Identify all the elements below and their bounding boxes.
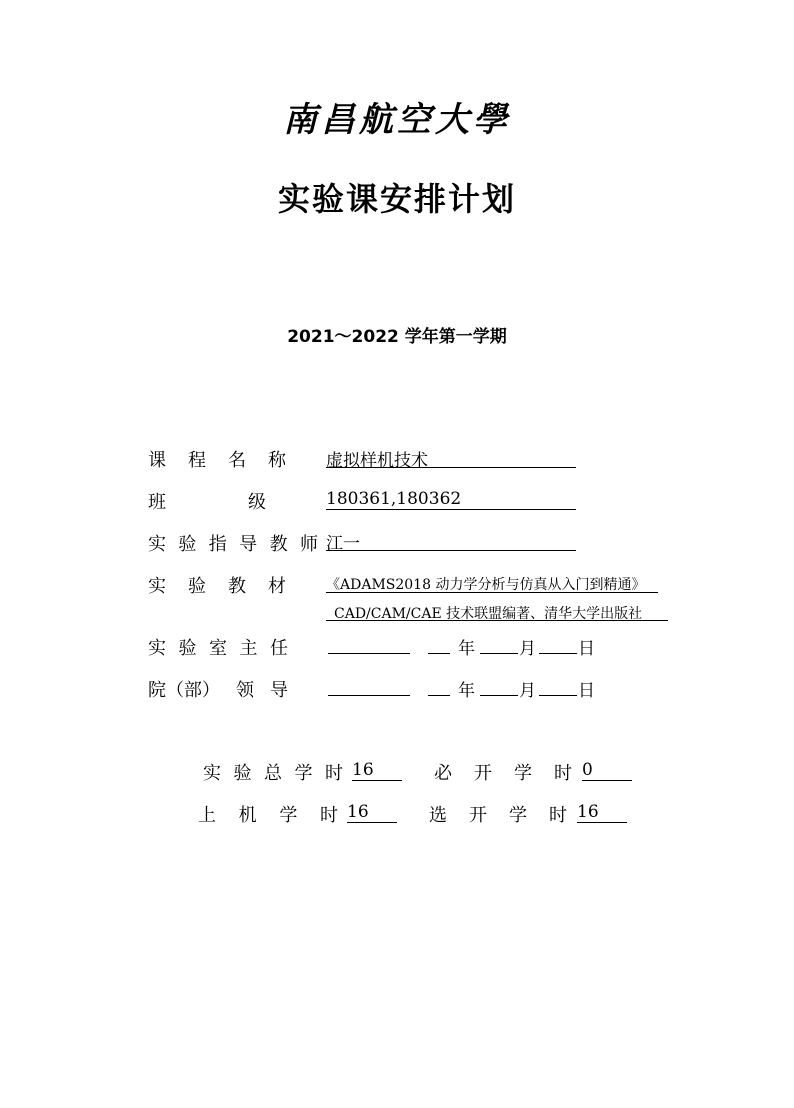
dept-leader-signature-line[interactable] xyxy=(328,695,410,696)
dept-leader-label: 院（部） 领 导 xyxy=(148,680,288,701)
computer-hours-value: 16 xyxy=(347,802,397,823)
dept-leader-month-blank[interactable] xyxy=(480,695,518,696)
lab-director-year-blank[interactable] xyxy=(428,653,450,654)
lab-director-month-label: 月 xyxy=(519,639,536,659)
textbook-line-2: CAD/CAM/CAE 技术联盟编著、清华大学出版社 xyxy=(326,603,668,621)
dept-leader-year-blank[interactable] xyxy=(428,695,450,696)
academic-term: 2021～2022 学年第一学期 xyxy=(287,327,507,347)
dept-leader-year-label: 年 xyxy=(458,681,475,701)
instructor-value: 江一 xyxy=(326,529,576,551)
total-hours-label: 实 验 总 学 时 xyxy=(203,763,343,784)
textbook-line-1: 《ADAMS2018 动力学分析与仿真从入门到精通》 xyxy=(326,574,658,593)
required-hours-label: 必 开 学 时 xyxy=(434,763,572,784)
page-title: 实验课安排计划 xyxy=(277,180,516,218)
class-label: 班 级 xyxy=(148,492,266,513)
lab-director-label: 实 验 室 主 任 xyxy=(148,638,288,659)
total-hours-value: 16 xyxy=(352,760,402,781)
dept-leader-month-label: 月 xyxy=(519,681,536,701)
lab-director-day-blank[interactable] xyxy=(539,653,577,654)
lab-director-month-blank[interactable] xyxy=(480,653,518,654)
lab-director-day-label: 日 xyxy=(578,639,595,659)
instructor-label: 实 验 指 导 教 师 xyxy=(148,534,318,555)
course-name-label: 课 程 名 称 xyxy=(148,450,286,471)
required-hours-value: 0 xyxy=(582,760,632,781)
university-logo: 南昌航空大學 xyxy=(283,100,511,140)
lab-director-signature-line[interactable] xyxy=(328,653,410,654)
dept-leader-day-blank[interactable] xyxy=(539,695,577,696)
elective-hours-value: 16 xyxy=(577,802,627,823)
lab-director-year-label: 年 xyxy=(458,639,475,659)
computer-hours-label: 上 机 学 时 xyxy=(198,805,338,826)
elective-hours-label: 选 开 学 时 xyxy=(429,805,567,826)
dept-leader-day-label: 日 xyxy=(578,681,595,701)
course-name-value: 虚拟样机技术 xyxy=(326,446,576,468)
class-value: 180361,180362 xyxy=(326,489,576,510)
textbook-label: 实 验 教 材 xyxy=(148,576,286,597)
